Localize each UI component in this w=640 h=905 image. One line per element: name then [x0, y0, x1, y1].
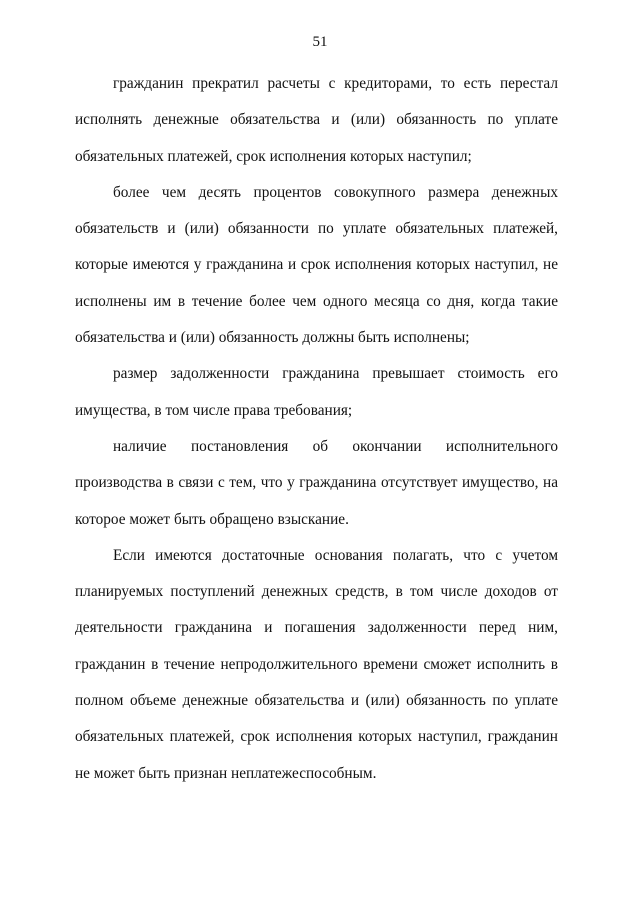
page-number: 51	[312, 34, 328, 50]
paragraph: размер задолженности гражданина превышает стоимость его имущества, в том числе права требования;	[75, 365, 558, 419]
paragraph: Если имеются достаточные основания полагать, что с учетом планируемых поступлений денежных средств, в том числе доходов от деятельности гражданина и погашения задолженности перед ним, гражданин в течение непродолжительного времени сможет исполнить в полном объеме денежные обязательства и (или) обязанность по уплате обязательных платежей, срок исполнения которых наступил, гражданин не может быть признан неплатежеспособным.	[75, 546, 558, 782]
paragraph: более чем десять процентов совокупного размера денежных обязательств и (или) обязанности по уплате обязательных платежей, которые имеются у гражданина и срок исполнения которых наступил, не исполнены им в течение более чем одного месяца со дня, когда такие обязательства и (или) обязанность должны быть исполнены;	[75, 183, 558, 347]
paragraph: гражданин прекратил расчеты с кредиторами, то есть перестал исполнять денежные обязательства и (или) обязанность по уплате обязательных платежей, срок исполнения которых наступил;	[75, 75, 558, 165]
document-body	[75, 66, 558, 792]
paragraph: наличие постановления об окончании исполнительного производства в связи с тем, что у гражданина отсутствует имущество, на которое может быть обращено взыскание.	[75, 437, 558, 528]
